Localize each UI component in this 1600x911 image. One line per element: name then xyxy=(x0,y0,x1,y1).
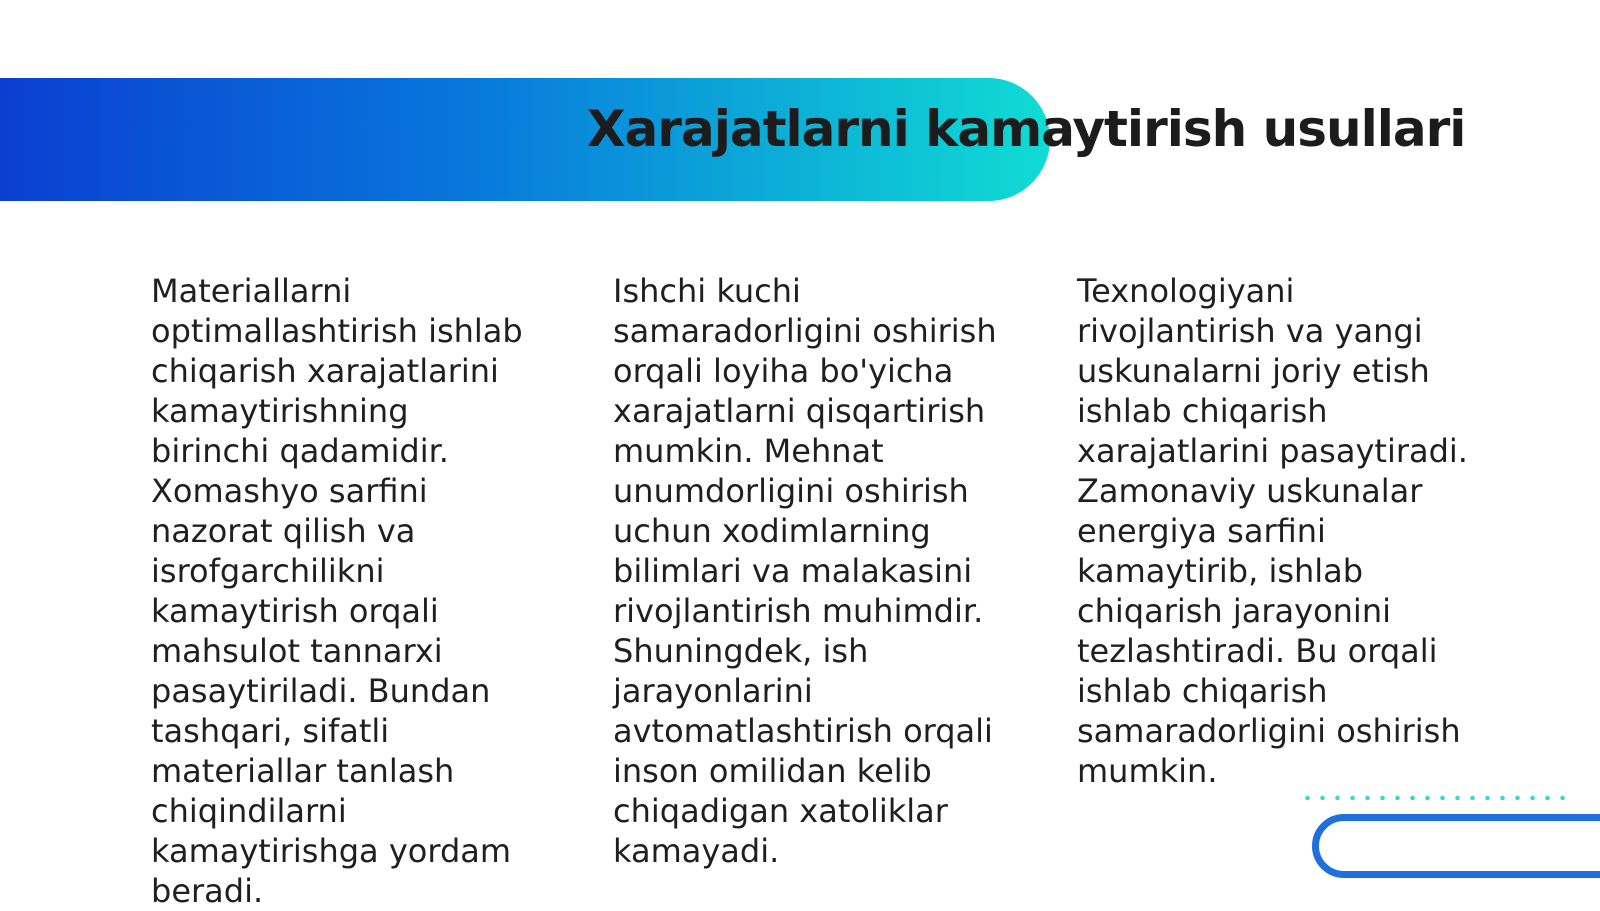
slide-title: Xarajatlarni kamaytirish usullari xyxy=(587,100,1466,158)
decorative-dot-row xyxy=(1300,795,1565,801)
content-column-materials: Materiallarni optimallashtirish ishlab chiqarish xarajatlarini kamaytirishning birinchi qadamidir. Xomashyo sarfini nazorat qilish va isrofgarchilikni kamaytirish orqali mahsulot tannarxi pasaytiriladi. Bundan tashqari, sifatli materiallar tanlash chiqindilarni kamaytirishga yordam beradi. xyxy=(151,272,523,910)
decorative-pill-outline xyxy=(1312,814,1600,878)
content-column-technology: Texnologiyani rivojlantirish va yangi uskunalarni joriy etish ishlab chiqarish xarajatlarini pasaytiradi. Zamonaviy uskunalar energiya sarfini kamaytirib, ishlab chiqarish jarayonini tezlashtiradi. Bu orqali ishlab chiqarish samaradorligini oshirish mumkin. xyxy=(1077,272,1468,790)
content-column-workforce: Ishchi kuchi samaradorligini oshirish orqali loyiha bo'yicha xarajatlarni qisqartirish mumkin. Mehnat unumdorligini oshirish uchun xodimlarning bilimlari va malakasini rivojlantirish muhimdir. Shuningdek, ish jarayonlarini avtomatlashtirish orqali inson omilidan kelib chiqadigan xatoliklar kamayadi. xyxy=(613,272,997,870)
